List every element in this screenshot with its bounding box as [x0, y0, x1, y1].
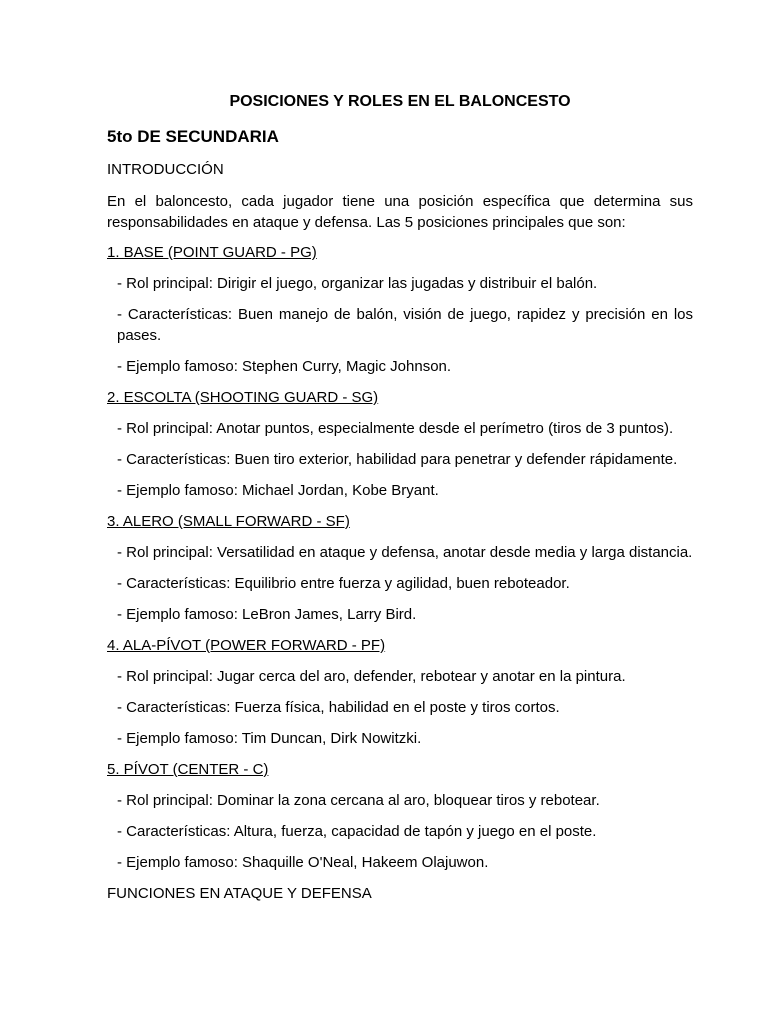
- document-subtitle: 5to DE SECUNDARIA: [107, 127, 279, 146]
- position-role-alero: - Rol principal: Versatilidad en ataque y defensa, anotar desde media y larga distancia.: [117, 544, 693, 561]
- document-title: POSICIONES Y ROLES EN EL BALONCESTO: [229, 93, 571, 110]
- position-heading-escolta: 2. ESCOLTA (SHOOTING GUARD - SG): [107, 389, 379, 406]
- position-example-base: - Ejemplo famoso: Stephen Curry, Magic Johnson.: [117, 358, 452, 375]
- position-heading-ala-pivot: 4. ALA-PÍVOT (POWER FORWARD - PF): [107, 637, 386, 654]
- position-example-pivot: - Ejemplo famoso: Shaquille O'Neal, Hakeem Olajuwon.: [117, 854, 489, 871]
- position-role-pivot: - Rol principal: Dominar la zona cercana al aro, bloquear tiros y rebotear.: [117, 792, 600, 809]
- position-role-escolta: - Rol principal: Anotar puntos, especialmente desde el perímetro (tiros de 3 puntos).: [117, 420, 674, 437]
- position-traits-escolta: - Características: Buen tiro exterior, habilidad para penetrar y defender rápidamente.: [117, 451, 678, 468]
- intro-paragraph: En el baloncesto, cada jugador tiene una posición específica que determina sus responsabilidades en ataque y defensa. Las 5 posiciones principales que son:: [107, 193, 693, 231]
- position-traits-pivot: - Características: Altura, fuerza, capacidad de tapón y juego en el poste.: [117, 823, 597, 840]
- intro-heading: INTRODUCCIÓN: [107, 161, 224, 178]
- position-example-alero: - Ejemplo famoso: LeBron James, Larry Bird.: [117, 606, 417, 623]
- position-heading-alero: 3. ALERO (SMALL FORWARD - SF): [107, 513, 350, 530]
- position-heading-base: 1. BASE (POINT GUARD - PG): [107, 244, 317, 261]
- position-heading-pivot: 5. PÍVOT (CENTER - C): [107, 761, 269, 778]
- position-role-base: - Rol principal: Dirigir el juego, organizar las jugadas y distribuir el balón.: [117, 275, 598, 292]
- position-example-escolta: - Ejemplo famoso: Michael Jordan, Kobe Bryant.: [117, 482, 439, 499]
- position-traits-base: - Características: Buen manejo de balón, visión de juego, rapidez y precisión en los pases.: [117, 306, 693, 344]
- functions-heading: FUNCIONES EN ATAQUE Y DEFENSA: [107, 885, 372, 902]
- position-traits-alero: - Características: Equilibrio entre fuerza y agilidad, buen reboteador.: [117, 575, 570, 592]
- position-role-ala-pivot: - Rol principal: Jugar cerca del aro, defender, rebotear y anotar en la pintura.: [117, 668, 626, 685]
- position-traits-ala-pivot: - Características: Fuerza física, habilidad en el poste y tiros cortos.: [117, 699, 560, 716]
- position-example-ala-pivot: - Ejemplo famoso: Tim Duncan, Dirk Nowitzki.: [117, 730, 422, 747]
